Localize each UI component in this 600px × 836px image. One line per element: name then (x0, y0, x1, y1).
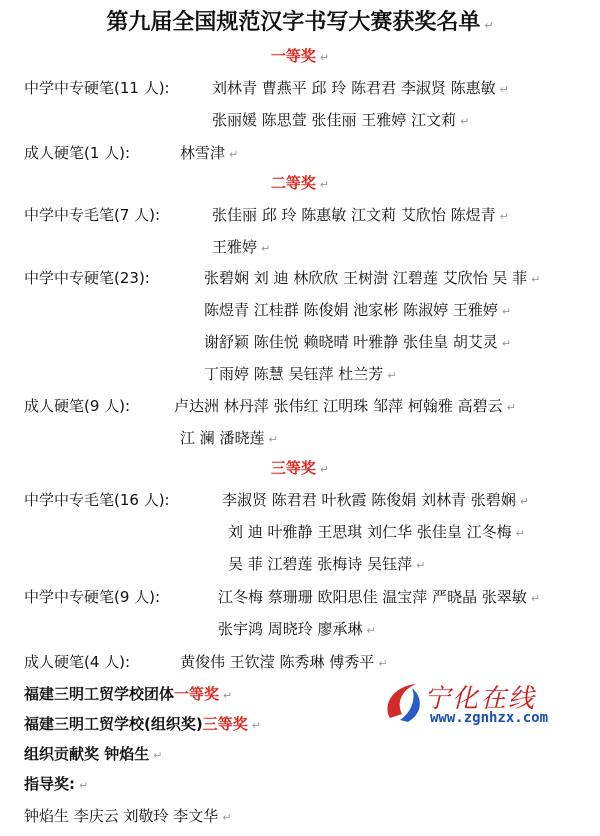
organization-award: 福建三明工贸学校(组织奖)三等奖 ↵ (24, 715, 261, 733)
second-prize-heading: 二等奖 ↵ (270, 174, 330, 192)
third-brush-mid-label: 中学中专毛笔(16 人): (24, 491, 170, 509)
second-adult-hard-names-2: 江 澜 潘晓莲 ↵ (180, 429, 278, 447)
first-hard-mid-names-2: 张丽媛 陈思萱 张佳丽 王雅婷 江文莉 ↵ (212, 111, 470, 129)
second-hard-mid-names-4: 丁雨婷 陈慧 吴钰萍 杜兰芳 ↵ (204, 365, 397, 383)
second-hard-mid-names-3: 谢舒颖 陈佳悦 赖晓晴 叶雅静 张佳皇 胡艾灵 ↵ (204, 333, 512, 351)
first-adult-hard-label: 成人硬笔(1 人): (24, 144, 131, 162)
third-brush-mid-names-3: 吴 菲 江碧莲 张梅诗 吴钰萍 ↵ (228, 555, 426, 573)
second-adult-hard-names-1: 卢达洲 林丹萍 张伟红 江明珠 邹萍 柯翰雅 高碧云 ↵ (174, 397, 516, 415)
mentor-names: 钟焰生 李庆云 刘敬玲 李文华 ↵ (24, 807, 232, 825)
first-prize-heading: 一等奖 ↵ (270, 47, 330, 65)
group-first-award: 福建三明工贸学校团体一等奖 ↵ (24, 685, 233, 703)
third-brush-mid-names-1: 李淑贤 陈君君 叶秋霞 陈俊娟 刘林青 张碧娴 ↵ (222, 491, 530, 509)
second-hard-mid-names-1: 张碧娴 刘 迪 林欣欣 王树澍 江碧莲 艾欣怡 吴 菲 ↵ (204, 269, 541, 287)
second-brush-mid-names-1: 张佳丽 邱 玲 陈惠敏 江文莉 艾欣怡 陈煜青 ↵ (212, 206, 509, 224)
third-adult-hard-label: 成人硬笔(4 人): (24, 653, 131, 671)
second-hard-mid-label: 中学中专硬笔(23): (24, 269, 150, 287)
third-adult-hard-names: 黄俊伟 王钦滢 陈秀琳 傅秀平 ↵ (180, 653, 388, 671)
first-hard-mid-names-1: 刘林青 曹燕平 邱 玲 陈君君 李淑贤 陈惠敏 ↵ (212, 79, 509, 97)
watermark-name: 宁化在线 (424, 684, 537, 714)
third-hard-mid-names-1: 江冬梅 蔡珊珊 欧阳思佳 温宝萍 严晓晶 张翠敏 ↵ (218, 588, 541, 606)
mentor-award-label: 指导奖: ↵ (24, 775, 89, 793)
third-hard-mid-label: 中学中专硬笔(9 人): (24, 588, 161, 606)
second-adult-hard-label: 成人硬笔(9 人): (24, 397, 131, 415)
watermark-url: www.zgnhzx.com (430, 710, 549, 726)
second-hard-mid-names-2: 陈煜青 江桂群 陈俊娟 池家彬 陈淑婷 王雅婷 ↵ (204, 301, 512, 319)
contribution-award: 组织贡献奖 钟焰生 ↵ (24, 745, 163, 763)
third-hard-mid-names-2: 张宇鸿 周晓玲 廖承琳 ↵ (218, 620, 376, 638)
second-brush-mid-label: 中学中专毛笔(7 人): (24, 206, 161, 224)
first-hard-mid-label: 中学中专硬笔(11 人): (24, 79, 170, 97)
first-adult-hard-names: 林雪津 ↵ (180, 144, 239, 162)
document-title: 第九届全国规范汉字书写大赛获奖名单 ↵ (106, 10, 494, 35)
second-brush-mid-names-2: 王雅婷 ↵ (212, 238, 271, 256)
third-brush-mid-names-2: 刘 迪 叶雅静 王思琪 刘仁华 张佳皇 江冬梅 ↵ (228, 523, 525, 541)
third-prize-heading: 三等奖 ↵ (270, 459, 330, 477)
